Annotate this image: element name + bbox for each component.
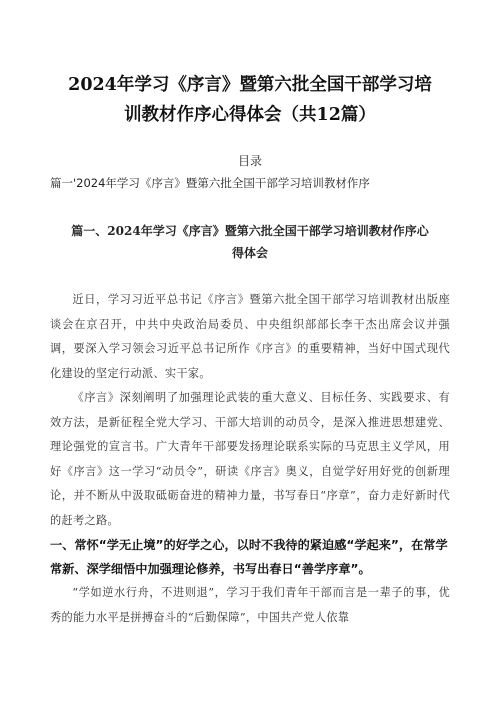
- body-paragraph-3: “学如逆水行舟，不进则退”，学习于我们青年干部而言是一辈子的事，优秀的能力水平是拼搏奋斗的“后勤保障”，中国共产党人依靠: [50, 586, 450, 624]
- document-title: [50, 70, 450, 130]
- body-paragraph-2: 《序言》深刻阐明了加强理论武装的重大意义、目标任务、实践要求、有效方法，是新征程全党大学习、干部大培训的动员令，是深入推进思想建党、理论强党的宣言书。广大青年干部要发扬理论联系实际的马克思主义学风，用好《序言》这一学习“动员令”，研读《序言》奥义，自觉学好用好党的创新理论，并不断从中汲取砥砺奋进的精神力量，书写春日“序章”，奋力走好新时代的赶考之路。: [50, 391, 450, 527]
- toc-item-1[interactable]: 篇一'2024年学习《序言》暨第六批全国干部学习培训教材作序: [50, 176, 370, 190]
- section-heading-1: 一、常怀“学无止境”的好学之心，以时不我待的紧迫感“学起来”，在常学常新、深学细悟中加强理论修养，书写出春日“善学序章”。: [50, 538, 448, 576]
- toc-heading: 目录: [237, 154, 262, 168]
- document-title-line-1: 2024年学习《序言》暨第六批全国干部学习培: [68, 75, 432, 95]
- body-paragraph-1: 近日，学习习近平总书记《序言》暨第六批全国干部学习培训教材出版座谈会在京召开，中共中央政治局委员、中央组织部部长李干杰出席会议并强调，要深入学习领会习近平总书记所作《序言》的重要精神，当好中国式现代化建设的坚定行动派、实干家。: [50, 293, 450, 380]
- section-title-line-1: 篇一、2024年学习《序言》暨第六批全国干部学习培训教材作序心: [71, 224, 429, 238]
- section-title-line-2: 得体会: [231, 246, 268, 260]
- document-title-line-2: 训教材作序心得体会（共12篇）: [124, 105, 376, 125]
- section-title: [50, 220, 450, 264]
